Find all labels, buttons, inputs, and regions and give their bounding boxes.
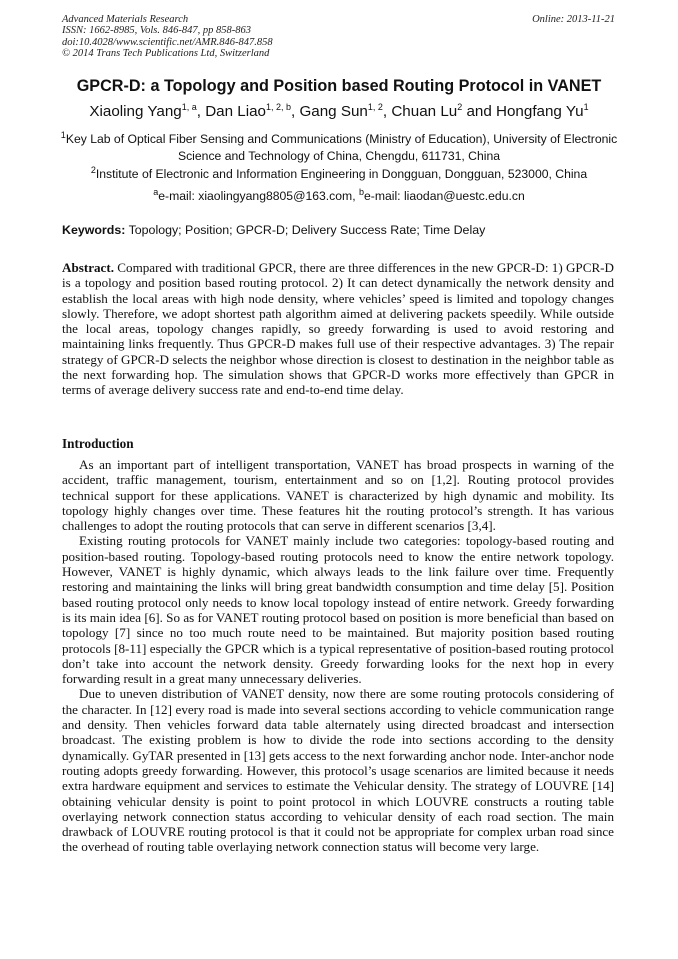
affiliation-text: Institute of Electronic and Information Engineering in Dongguan, Dongguan, 523000, China bbox=[95, 167, 588, 181]
author-conjunction: and bbox=[462, 103, 497, 120]
author-name: Dan Liao bbox=[205, 103, 266, 120]
section-heading-introduction: Introduction bbox=[62, 436, 134, 451]
author-name: Gang Sun bbox=[299, 103, 368, 120]
affiliation-mark: 1 bbox=[60, 129, 66, 140]
keywords bbox=[62, 222, 485, 238]
journal-header bbox=[62, 14, 273, 60]
email-b: e-mail: liaodan@uestc.edu.cn bbox=[364, 189, 525, 203]
author-separator: , bbox=[196, 103, 206, 120]
affiliation-mark: 2 bbox=[90, 164, 96, 175]
email-a: e-mail: xiaolingyang8805@163.com, bbox=[158, 189, 359, 203]
copyright-line: © 2014 Trans Tech Publications Ltd, Switzerland bbox=[62, 48, 270, 60]
journal-name: Advanced Materials Research bbox=[62, 14, 189, 25]
abstract-label: Abstract. bbox=[62, 260, 114, 275]
affiliation-2 bbox=[40, 166, 638, 183]
email-mark: a bbox=[153, 186, 159, 197]
author-separator: , bbox=[382, 103, 392, 120]
online-date: Online: 2013-11-21 bbox=[532, 14, 615, 25]
affiliation-1 bbox=[40, 131, 638, 164]
email-line bbox=[40, 188, 638, 205]
abstract-text: Compared with traditional GPCR, there are three differences in the new GPCR-D: 1) GPCR-D is a topology and position based routing protocol. 2) It can detect dynamically the network density and establish the local areas with high node density, where vehicles’ speed is limited and topology changes slowly. Therefore, we adopt shortest path algorithm aimed at delivering packets speedily. While outside the local areas, topology changes rapidly, so greedy forwarding is used to avoid restoring and maintaining links frequently. Thus GPCR-D makes full use of their respective advantages. 3) The repair strategy of GPCR-D selects the neighbor whose direction is closest to destination in the neighbor table as the next forwarding hop. The simulation shows that GPCR-D works more effectively than GPCR in terms of average delivery success rate and end-to-end time delay. bbox=[62, 260, 614, 398]
keywords-label: Keywords: bbox=[62, 223, 126, 237]
keywords-text: Topology; Position; GPCR-D; Delivery Success Rate; Time Delay bbox=[125, 223, 486, 237]
author-list bbox=[30, 102, 648, 122]
introduction-body bbox=[62, 457, 614, 855]
affiliation-text: Key Lab of Optical Fiber Sensing and Communications (Ministry of Education), University of Electronic Science and Technology of China, Chengdu, 611731, China bbox=[65, 132, 618, 163]
author-affiliation-mark: 1, a bbox=[181, 101, 197, 112]
paragraph: Existing routing protocols for VANET mainly include two categories: topology-based routing and position-based routing. Topology-based routing protocols need to know the entire network topology. However, VANET is highly dynamic, which always leads to the link failure over time. Frequently restoring and maintaining the links will bring great bandwidth consumption and time delay [5]. Position based routing protocol only needs to know local topology instead of entire network. Greedy forwarding is its main idea [6]. So as for VANET routing protocol based on position is more beneficial than based on topology [7] since no too much route need to be maintained. But majority position based routing protocols [8-11] especially the GPCR which is a typical representative of position-based routing protocol don’t take into account the network density. Greedy forwarding looks for the next hop in every forwarding result in a great many unnecessary deliveries. bbox=[62, 533, 614, 687]
author-name: Xiaoling Yang bbox=[89, 103, 182, 120]
paragraph: As an important part of intelligent transportation, VANET has broad prospects in warning of the accident, traffic management, tourism, entertainment and so on [1,2]. Routing protocol provides technical support for these applications. VANET is characterized by high dynamic and mobility. Its topology highly changes over time. These features hit the routing protocol’s strength. It has various challenges to adopt the routing protocols that can serve in different scenarios [3,4]. bbox=[62, 457, 614, 534]
author-separator: , bbox=[291, 103, 300, 120]
author-affiliation-mark: 1, 2, b bbox=[265, 101, 292, 112]
abstract bbox=[62, 260, 614, 398]
email-mark: b bbox=[358, 186, 364, 197]
author-affiliation-mark: 1 bbox=[583, 101, 589, 112]
author-affiliation-mark: 1, 2 bbox=[367, 101, 383, 112]
author-affiliation-mark: 2 bbox=[457, 101, 463, 112]
paragraph: Due to uneven distribution of VANET density, now there are some routing protocols considering of the character. In [12] every road is made into several sections according to vehicle communication range and density. Then vehicles forward data table alternately using directed broadcast and intersection broadcast. The existing problem is how to divide the rode into sections according to the density dynamically. GyTAR presented in [13] gets access to the next forwarding anchor node. Inter-anchor node routing adopts greedy forwarding. However, this protocol’s usage scenarios are limited because it needs extra hardware equipment and services to estimate the Vehicular density. The strategy of LOUVRE [14] obtaining vehicular density is point to point protocol in which LOUVRE constructs a routing table overlaying network connection status according to vehicular density of each road section. The main drawback of LOUVRE routing protocol is that it could not be appropriate for complex urban road since the overhead of routing table overlaying network connection status will become very large. bbox=[62, 686, 614, 855]
issn-line: ISSN: 1662-8985, Vols. 846-847, pp 858-863 bbox=[62, 25, 251, 37]
author-name: Chuan Lu bbox=[391, 103, 458, 120]
paper-title: GPCR-D: a Topology and Position based Routing Protocol in VANET bbox=[76, 77, 602, 95]
doi-line: doi:10.4028/www.scientific.net/AMR.846-847.858 bbox=[62, 36, 273, 48]
author-name: Hongfang Yu bbox=[496, 103, 584, 120]
